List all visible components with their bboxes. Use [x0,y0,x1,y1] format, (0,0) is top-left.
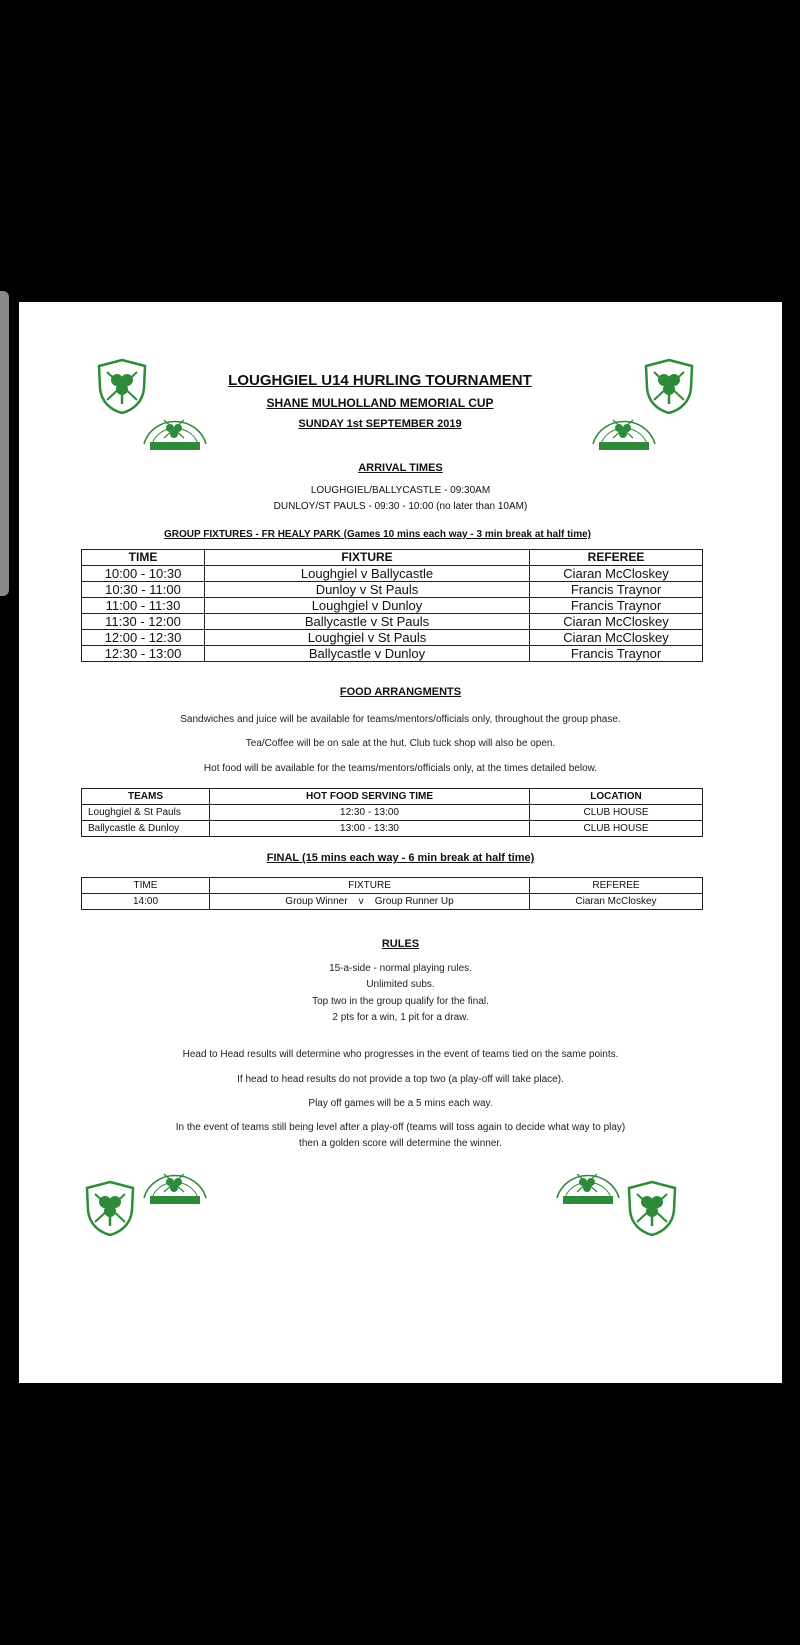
food-teams: Ballycastle & Dunloy [82,821,210,837]
fixture-match: Loughgiel v St Pauls [205,630,530,646]
page-subtitle: SHANE MULHOLLAND MEMORIAL CUP [266,396,494,410]
food-heading: FOOD ARRANGMENTS [339,686,462,698]
arrival-heading: ARRIVAL TIMES [358,462,443,474]
table-header-row [82,550,703,566]
food-location: CLUB HOUSE [530,821,703,837]
column-header-referee: REFEREE [530,878,703,894]
rule-line-1: 15-a-side - normal playing rules. [329,963,472,974]
rules-paragraph-4a: In the event of teams still being level after a play-off (teams will toss again to decide what way to play) [175,1122,626,1133]
fixture-match: Dunloy v St Pauls [205,582,530,598]
memorial-badge-logo-bottom-right [549,1152,627,1212]
fixture-time: 12:00 - 12:30 [82,630,205,646]
fixture-time: 10:30 - 11:00 [82,582,205,598]
fixture-time: 12:30 - 13:00 [82,646,205,662]
fixture-match: Loughgiel v Ballycastle [205,566,530,582]
memorial-badge-logo-top-left [136,398,214,458]
rule-line-4: 2 pts for a win, 1 pit for a draw. [332,1012,469,1023]
page-title: LOUGHGIEL U14 HURLING TOURNAMENT [228,372,532,389]
column-header-time: TIME [82,550,205,566]
fixture-referee: Ciaran McCloskey [530,614,703,630]
table-row [82,582,703,598]
fixture-referee: Ciaran McCloskey [530,630,703,646]
column-header-serving-time: HOT FOOD SERVING TIME [210,789,530,805]
column-header-time: TIME [82,878,210,894]
food-location: CLUB HOUSE [530,805,703,821]
food-line-1: Sandwiches and juice will be available for teams/mentors/officials only, throughout the group phase. [180,714,621,725]
memorial-badge-logo-bottom-left [136,1152,214,1212]
arrival-line-1: LOUGHGIEL/BALLYCASTLE - 09:30AM [310,485,491,496]
table-row [82,614,703,630]
fixture-match: Ballycastle v St Pauls [205,614,530,630]
arrival-line-2: DUNLOY/ST PAULS - 09:30 - 10:00 (no later than 10AM) [273,501,528,512]
fixture-match: Ballycastle v Dunloy [205,646,530,662]
final-table [81,877,703,910]
side-scroll-handle[interactable] [0,291,9,596]
club-crest-logo-bottom-right [627,1180,677,1236]
rules-paragraph-2: If head to head results do not provide a top two (a play-off will take place). [237,1074,564,1085]
food-teams: Loughgiel & St Pauls [82,805,210,821]
document-page [19,302,782,1383]
final-fixture: Group Winner v Group Runner Up [210,894,530,910]
event-date: SUNDAY 1st SEPTEMBER 2019 [298,418,462,430]
hot-food-table [81,788,703,837]
column-header-location: LOCATION [530,789,703,805]
column-header-fixture: FIXTURE [205,550,530,566]
table-row [82,630,703,646]
column-header-teams: TEAMS [82,789,210,805]
table-header-row [82,878,703,894]
table-row [82,598,703,614]
fixture-time: 11:30 - 12:00 [82,614,205,630]
final-heading: FINAL (15 mins each way - 6 min break at half time) [266,852,535,864]
fixture-referee: Francis Traynor [530,582,703,598]
fixture-time: 11:00 - 11:30 [82,598,205,614]
fixture-referee: Francis Traynor [530,598,703,614]
table-header-row [82,789,703,805]
table-row [82,566,703,582]
table-row [82,894,703,910]
column-header-referee: REFEREE [530,550,703,566]
rule-line-3: Top two in the group qualify for the final. [312,996,489,1007]
rules-heading: RULES [381,938,420,950]
fixture-match: Loughgiel v Dunloy [205,598,530,614]
final-time: 14:00 [82,894,210,910]
rule-line-2: Unlimited subs. [366,979,435,990]
rules-paragraph-3: Play off games will be a 5 mins each way. [308,1098,493,1109]
table-row [82,821,703,837]
table-row [82,805,703,821]
food-line-2: Tea/Coffee will be on sale at the hut. Club tuck shop will also be open. [245,738,556,749]
fixture-referee: Francis Traynor [530,646,703,662]
food-line-3: Hot food will be available for the teams/mentors/officials only, at the times detailed below. [203,763,598,774]
memorial-badge-logo-top-right [585,398,663,458]
table-row [82,646,703,662]
food-time: 13:00 - 13:30 [210,821,530,837]
club-crest-logo-bottom-left [85,1180,135,1236]
group-fixtures-heading: GROUP FIXTURES - FR HEALY PARK (Games 10 mins each way - 3 min break at half time) [164,529,591,540]
food-time: 12:30 - 13:00 [210,805,530,821]
fixture-referee: Ciaran McCloskey [530,566,703,582]
column-header-fixture: FIXTURE [210,878,530,894]
final-referee: Ciaran McCloskey [530,894,703,910]
rules-paragraph-1: Head to Head results will determine who progresses in the event of teams tied on the same points. [182,1049,619,1060]
rules-paragraph-4b: then a golden score will determine the winner. [299,1138,502,1149]
group-fixtures-table [81,549,703,662]
fixture-time: 10:00 - 10:30 [82,566,205,582]
